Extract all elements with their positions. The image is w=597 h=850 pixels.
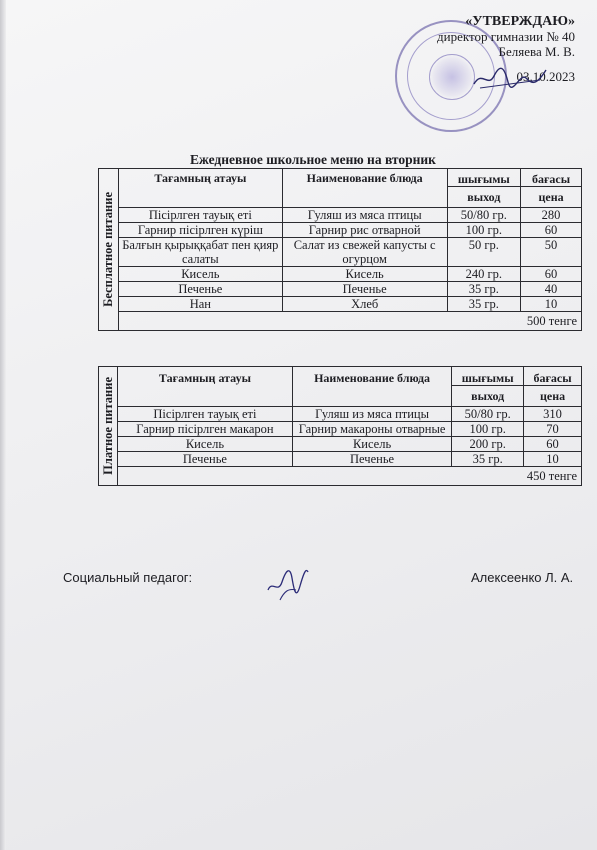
approval-heading: «УТВЕРЖДАЮ»	[465, 14, 575, 29]
dish-yield: 50/80 гр.	[452, 407, 524, 422]
dish-ru: Гуляш из мяса птицы	[292, 407, 451, 422]
dish-yield: 200 гр.	[452, 437, 524, 452]
dish-price: 10	[524, 452, 582, 467]
dish-kz: Гарнир пісірлген макарон	[117, 422, 292, 437]
dish-kz: Печенье	[117, 452, 292, 467]
dish-price: 60	[521, 223, 582, 238]
table-row	[99, 238, 582, 267]
dish-price: 310	[524, 407, 582, 422]
table-row	[99, 267, 582, 282]
dish-ru: Гуляш из мяса птицы	[282, 208, 447, 223]
header-yield-kz: шығымы	[447, 169, 521, 187]
free-meal-label: Бесплатное питание	[99, 169, 119, 331]
dish-price: 60	[521, 267, 582, 282]
dish-ru: Печенье	[282, 282, 447, 297]
table-row	[99, 208, 582, 223]
pedagogue-signature	[262, 560, 312, 606]
page-edge	[0, 0, 6, 850]
approval-name: Беляева М. В.	[498, 44, 575, 59]
header-price-ru: цена	[521, 187, 582, 208]
dish-yield: 50 гр.	[447, 238, 521, 267]
dish-price: 280	[521, 208, 582, 223]
dish-yield: 50/80 гр.	[447, 208, 521, 223]
dish-price: 70	[524, 422, 582, 437]
dish-yield: 100 гр.	[447, 223, 521, 238]
header-price-kz: бағасы	[524, 367, 582, 386]
paid-meal-table	[98, 366, 582, 486]
director-signature	[470, 58, 550, 98]
approval-position: директор гимназии № 40	[437, 29, 575, 44]
table-row	[99, 452, 582, 467]
dish-kz: Кисель	[117, 437, 292, 452]
dish-kz: Балғын қырыққабат пен қияр салаты	[118, 238, 282, 267]
dish-kz: Нан	[118, 297, 282, 312]
dish-kz: Печенье	[118, 282, 282, 297]
table-row	[99, 407, 582, 422]
dish-kz: Пісірлген тауық еті	[118, 208, 282, 223]
dish-ru: Гарнир рис отварной	[282, 223, 447, 238]
header-price-kz: бағасы	[521, 169, 582, 187]
dish-ru: Хлеб	[282, 297, 447, 312]
dish-price: 10	[521, 297, 582, 312]
table-row	[99, 422, 582, 437]
paid-meal-total: 450 тенге	[117, 467, 581, 486]
table-row	[99, 223, 582, 238]
table-row	[99, 437, 582, 452]
header-price-ru: цена	[524, 386, 582, 407]
header-name-kz: Тағамның атауы	[118, 169, 282, 208]
table-row	[99, 297, 582, 312]
dish-kz: Кисель	[118, 267, 282, 282]
header-name-ru: Наименование блюда	[282, 169, 447, 208]
dish-ru: Кисель	[292, 437, 451, 452]
paid-meal-label: Платное питание	[99, 367, 118, 486]
table-row	[99, 282, 582, 297]
header-yield-ru: выход	[447, 187, 521, 208]
dish-yield: 35 гр.	[447, 297, 521, 312]
approval-date: 03.10.2023	[516, 69, 575, 84]
dish-yield: 35 гр.	[452, 452, 524, 467]
dish-yield: 35 гр.	[447, 282, 521, 297]
dish-yield: 240 гр.	[447, 267, 521, 282]
menu-title: Ежедневное школьное меню на вторник	[190, 152, 436, 167]
footer-role: Социальный педагог:	[63, 570, 193, 585]
dish-price: 60	[524, 437, 582, 452]
footer-name: Алексеенко Л. А.	[471, 570, 574, 585]
dish-ru: Кисель	[282, 267, 447, 282]
dish-kz: Пісірлген тауық еті	[117, 407, 292, 422]
free-meal-table	[98, 168, 582, 331]
dish-ru: Салат из свежей капусты с огурцом	[282, 238, 447, 267]
dish-ru: Гарнир макароны отварные	[292, 422, 451, 437]
dish-yield: 100 гр.	[452, 422, 524, 437]
dish-price: 40	[521, 282, 582, 297]
header-name-ru: Наименование блюда	[292, 367, 451, 407]
dish-kz: Гарнир пісірлген күріш	[118, 223, 282, 238]
header-name-kz: Тағамның атауы	[117, 367, 292, 407]
header-yield-kz: шығымы	[452, 367, 524, 386]
header-yield-ru: выход	[452, 386, 524, 407]
dish-price: 50	[521, 238, 582, 267]
dish-ru: Печенье	[292, 452, 451, 467]
free-meal-total: 500 тенге	[118, 312, 581, 331]
